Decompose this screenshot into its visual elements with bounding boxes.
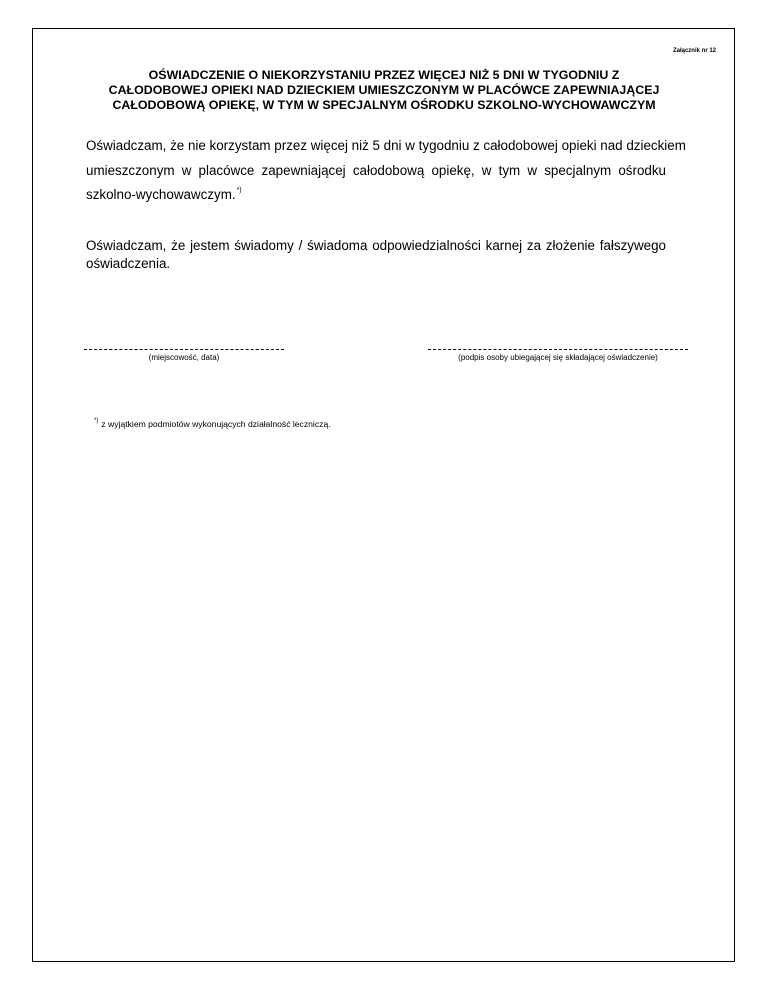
statement1-line-3-wrap — [86, 183, 666, 208]
statement-liability — [86, 237, 666, 273]
statement-no-care — [86, 134, 686, 208]
title-line-1: OŚWIADCZENIE O NIEKORZYSTANIU PRZEZ WIĘCEJ NIŻ 5 DNI W TYGODNIU Z — [148, 68, 620, 82]
statement1-line-1: Oświadczam, że nie korzystam przez więcej niż 5 dni w tygodniu z całodobowej opieki nad dzieckiem — [86, 138, 686, 153]
place-date-caption: (miejscowość, data) — [148, 353, 220, 362]
place-date-field[interactable] — [84, 349, 284, 363]
document-title — [70, 68, 698, 113]
title-line-2: CAŁODOBOWEJ OPIEKI NAD DZIECKIEM UMIESZCZONYM W PLACÓWCE ZAPEWNIAJĄCEJ — [108, 83, 660, 97]
signature-field[interactable] — [428, 349, 688, 363]
footnote-text: z wyjątkiem podmiotów wykonujących działalność leczniczą. — [101, 419, 331, 429]
annex-label: Załącznik nr 12 — [672, 48, 716, 54]
footnote-marker: *) — [94, 418, 99, 424]
footnote-reference: *) — [236, 187, 242, 194]
signature-dotted-line — [428, 349, 688, 351]
title-line-3: CAŁODOBOWĄ OPIEKĘ, W TYM W SPECJALNYM OŚRODKU SZKOLNO-WYCHOWAWCZYM — [112, 98, 656, 112]
signature-caption: (podpis osoby ubiegającej się składającej oświadczenie) — [458, 353, 658, 362]
statement1-line-2: umieszczonym w placówce zapewniającej całodobową opiekę, w tym w specjalnym ośrodku — [86, 162, 666, 178]
footnote — [94, 418, 331, 430]
place-date-dotted-line — [84, 349, 284, 351]
statement2-line-1: Oświadczam, że jestem świadomy / świadoma odpowiedzialności karnej za złożenie fałszywego — [86, 238, 666, 253]
statement2-line-2: oświadczenia. — [86, 256, 171, 271]
statement1-line-3: szkolno-wychowawczym. — [86, 187, 236, 202]
